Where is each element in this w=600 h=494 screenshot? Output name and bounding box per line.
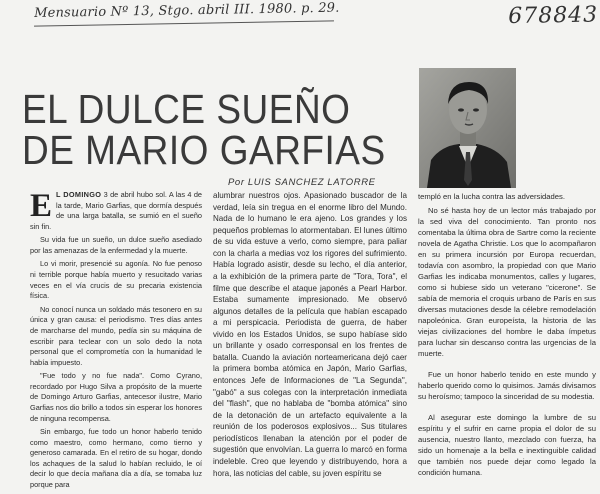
paragraph-text: 3 de abril hubo sol. A las 4 de la tarde, Mario Garfias, que dormía después de una larga batalla, se sumió en el sueño sin fin. [30,190,202,231]
paragraph: No conocí nunca un soldado más tesonero en su única y gran causa: el periodismo. Tres días antes de marcharse del mundo, pedía sin su máquina de escribir para teclear con un solo dedo la nota personal que el comprometía con la humanidad le había impuesto. [30,304,202,367]
paragraph: Lo vi morir, presencié su agonía. No fue penoso ni terrible porque había muerto y resucitado varias veces en el vía crucis de su precaria existencia física. [30,259,202,301]
paragraph: "Fue todo y no fue nada". Como Cyrano, recordado por Hugo Silva a propósito de la muerte de Domingo Arturo Garfias, antecesor ilustre, Mario Garfias nos dio brillo a todos sin esperar los honores de ninguna recompensa. [30,371,202,423]
drop-cap: E [30,188,53,224]
paragraph: alumbrar nuestros ojos. Apasionado buscador de la verdad, leía sin tregua en el enorme libro del Mundo. Nada de lo humano le era ajeno. Los grandes y los pequeños problemas lo atormentaban. El lunes último de su vida estuve a verlo, como siempre, para paliar con la charla a medias voz los rigores del sufrimiento. Había logrado asistir, desde su lecho, el día anterior, a la exhibición de la primera parte de "Tora, Tora", el filme que describe el ataque japonés a Pearl Harbor. Estaba sumamente impresionado. Me observó algunos detalles de la película que habían escapado a mi perspicacia. Periodista de guerra, de haber vivido en los Estados Unidos, se supo habíase sido un brillante y osado corresponsal en los frentes de batalla. Cuando la aviación norteamericana dejó caer la primera bomba atómica en Japón, Mario Garfias, entonces Jefe de Informaciones de "La Segunda", "gabó" a sus colegas con la interpretación inmediata del "flash", que no hablaba de "bomba atómica" sino de la detonación de un artefacto equivalente a la reunión de los poderosos explosivos... Sus titulares periodísticos llenaban la atención por el poder de sugestión que envolvían. La guerra lo marcó en forma indeleble. Creo que leyendo y distribuyendo, hora a hora, las noticias del cable, su joven espíritu se [213,191,407,478]
paragraph: Su vida fue un sueño, un dulce sueño asediado por las amenazas de la enfermedad y la muerte. [30,235,202,255]
article-column-1 [30,190,202,491]
lead-in: L DOMINGO [56,190,102,199]
handwritten-source-note: Mensuario Nº 13, Stgo. abril III. 1980. p. 29. [34,0,340,21]
headline-line-1: EL DULCE SUEÑO [22,86,351,132]
paragraph [30,190,202,232]
portrait-image [419,68,516,188]
article-column-3 [418,191,596,478]
author-portrait-photo [419,68,516,188]
paragraph: Sin embargo, fue todo un honor haberlo tenido como maestro, como hermano, como tierno y generoso camarada. En el retiro de su hogar, dondo los achaques de la salud lo habían recluido, le oí decir lo que decía mañana día a día, se tomaba luz porque para [30,427,202,490]
paragraph: No sé hasta hoy de un lector más trabajado por la sed viva del conocimiento. Tan pronto nos comentaba la última obra de Sartre como la reciente novela de Agatha Christie. Los que lo acompañaron en su primera incursión por Europa recuerdan, todavía con asombro, la propiedad con que Mario Garfias les indicaba monumentos, calles y lugares, como si hubiese sido un veterano "cicerone". Se sabía de memoria el croquis urbano de París en sus diversas mutaciones desde la célebre remodelación napoleónica. Gran europeísta, la historia de las viejas civilizaciones del hombre le daba ímpetus para luchar sin descanso contra las urgencias de la muerte. [418,206,596,358]
paragraph: Fue un honor haberlo tenido en este mundo y haberlo querido como lo quisimos. Jamás divisamos su heroísmo; tampoco la sinceridad de su modestia. [418,370,596,401]
handwritten-underline [34,20,334,26]
byline: Por LUIS SANCHEZ LATORRE [228,177,376,188]
paragraph: templó en la lucha contra las adversidades. [418,192,565,201]
handwritten-catalog-number: 678843 [508,2,599,29]
article-column-2 [213,190,407,479]
paragraph: Al asegurar este domingo la lumbre de su espíritu y el sufrir en carne propia el dolor de su ausencia, nuestro llanto, mezclado con fuerza, ha sido un homenaje a la bella e inextinguible calidad que también nos puede dejar como legado la condición humana. [418,413,596,477]
headline-line-2: DE MARIO GARFIAS [22,127,386,173]
